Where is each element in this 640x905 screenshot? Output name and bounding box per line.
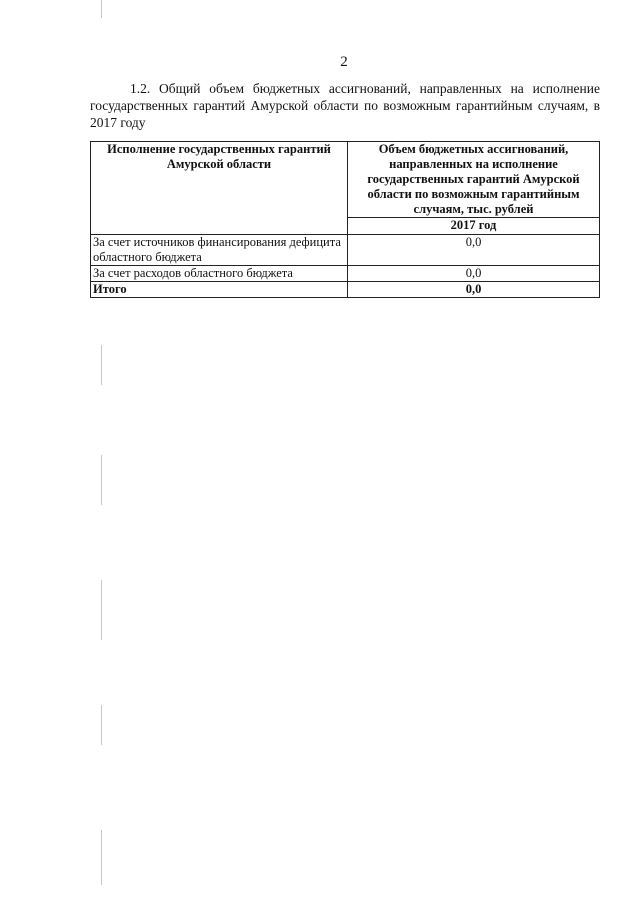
total-label: Итого <box>91 282 348 298</box>
scan-margin-line-2 <box>101 455 102 505</box>
header-year: 2017 год <box>348 218 600 235</box>
row-label-budget-expenses: За счет расходов областного бюджета <box>91 266 348 282</box>
row-value-budget-expenses: 0,0 <box>348 266 600 282</box>
table-row <box>91 266 600 282</box>
table-row <box>91 235 600 266</box>
header-guarantee-execution: Исполнение государственных гарантий Амурской области <box>91 142 348 235</box>
page-number: 2 <box>340 54 348 70</box>
row-label-deficit-sources: За счет источников финансирования дефицита областного бюджета <box>91 235 348 266</box>
table-header-row <box>91 142 600 218</box>
scan-margin-line-top <box>101 0 102 18</box>
total-value: 0,0 <box>348 282 600 298</box>
scan-margin-line-4 <box>101 705 102 745</box>
header-budget-volume: Объем бюджетных ассигнований, направленных на исполнение государственных гарантий Амурской области по возможным гарантийным случаям, тыс. рублей <box>348 142 600 218</box>
intro-paragraph: 1.2. Общий объем бюджетных ассигнований, направленных на исполнение государственных гарантий Амурской области по возможным гарантийным случаям, в 2017 году <box>90 81 600 130</box>
guarantees-table <box>90 141 600 298</box>
row-value-deficit-sources: 0,0 <box>348 235 600 266</box>
scan-margin-line-5 <box>101 830 102 885</box>
table-total-row <box>91 282 600 298</box>
scan-margin-line-1 <box>101 345 102 385</box>
scan-margin-line-3 <box>101 580 102 640</box>
